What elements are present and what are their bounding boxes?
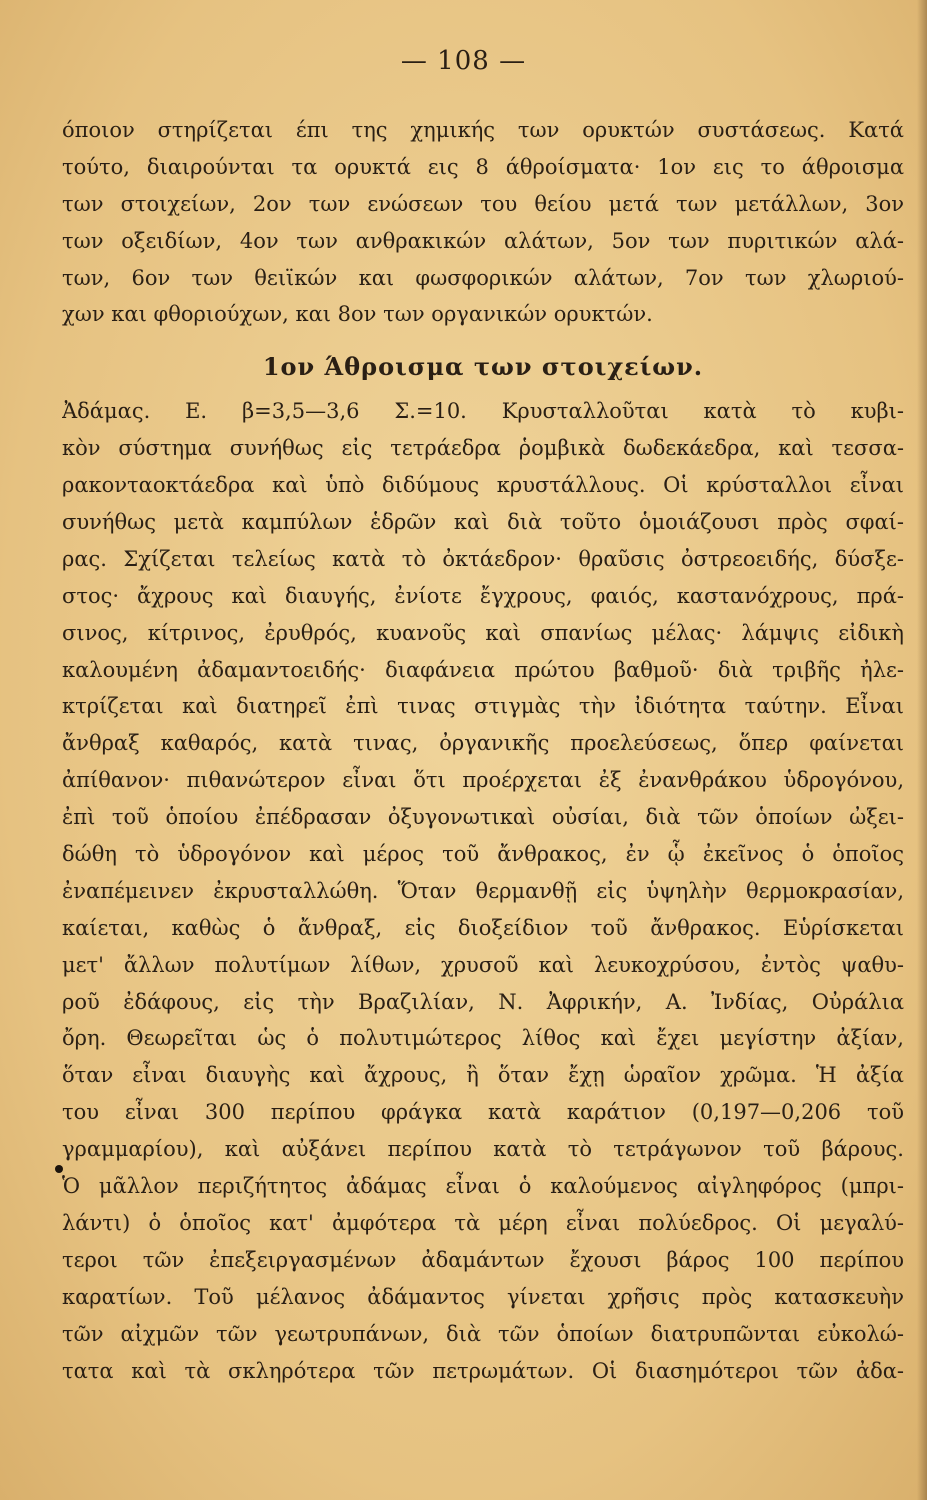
- text-line: ἀπίθανον· πιθανώτερον εἶναι ὅτι προέρχεται ἐξ ἐνανθράκου ὑδρογόνου,: [62, 768, 904, 793]
- text-line: σινος, κίτρινος, ἐρυθρός, κυανοῦς καὶ σπανίως μέλας· λάμψις εἰδικὴ: [62, 620, 904, 645]
- text-line: ἐπὶ τοῦ ὁποίου ἐπέδρασαν ὀξυγονωτικαὶ οὐσίαι, διὰ τῶν ὁποίων ὠξει-: [62, 805, 904, 830]
- text-line: τῶν αἰχμῶν τῶν γεωτρυπάνων, διὰ τῶν ὁποίων διατρυπῶνται εὐκολώ-: [62, 1321, 904, 1346]
- text-line: τούτο, διαιρούνται τα ορυκτά εις 8 άθροίσματα· 1ον εις το άθροισμα: [62, 154, 904, 179]
- text-line: ρακονταοκτάεδρα καὶ ὑπὸ διδύμους κρυστάλλους. Οἱ κρύσταλλοι εἶναι: [62, 473, 904, 498]
- text-line: κὸν σύστημα συνήθως εἰς τετράεδρα ῥομβικὰ δωδεκάεδρα, καὶ τεσσα-: [62, 436, 904, 461]
- text-line: τεροι τῶν ἐπεξειργασμένων ἀδαμάντων ἔχουσι βάρος 100 περίπου: [62, 1247, 904, 1272]
- text-line: του εἶναι 300 περίπου φράγκα κατὰ καράτιον (0,197—0,206 τοῦ: [62, 1100, 904, 1125]
- section-heading: 1ον Άθροισμα των στοιχείων.: [262, 352, 704, 382]
- text-line: λάντι) ὁ ὁποῖος κατ' ἀμφότερα τὰ μέρη εἶναι πολύεδρος. Οἱ μεγαλύ-: [62, 1210, 904, 1235]
- text-line: Ἀδάμας. Ε. β=3,5—3,6 Σ.=10. Κρυσταλλοῦται κατὰ τὸ κυβι-: [62, 399, 904, 424]
- paragraph-2: [62, 393, 904, 1389]
- page-body: [62, 112, 904, 1389]
- text-line: όποιον στηρίζεται έπι της χημικής των ορυκτών συστάσεως. Κατά: [62, 118, 904, 142]
- paragraph-1: [62, 112, 904, 333]
- text-line: ὅταν εἶναι διαυγὴς καὶ ἄχρους, ἢ ὅταν ἔχῃ ὡραῖον χρῶμα. Ἡ ἀξία: [62, 1063, 904, 1088]
- text-line: ἐναπέμεινεν ἐκρυσταλλώθη. Ὅταν θερμανθῇ εἰς ὑψηλὴν θερμοκρασίαν,: [62, 878, 904, 903]
- text-line: ροῦ ἐδάφους, εἰς τὴν Βραζιλίαν, Ν. Ἀφρικήν, Α. Ἰνδίας, Οὐράλια: [62, 989, 904, 1014]
- text-line: Ὁ μᾶλλον περιζήτητος ἀδάμας εἶναι ὁ καλούμενος αἰγληφόρος (μπρι-: [62, 1174, 904, 1199]
- text-line: συνήθως μετὰ καμπύλων ἑδρῶν καὶ διὰ τοῦτο ὁμοιάζουσι πρὸς σφαί-: [62, 510, 904, 535]
- text-line: τατα καὶ τὰ σκληρότερα τῶν πετρωμάτων. Οἱ διασημότεροι τῶν ἀδα-: [62, 1358, 904, 1383]
- text-line: μετ' ἄλλων πολυτίμων λίθων, χρυσοῦ καὶ λευκοχρύσου, ἐντὸς ψαθυ-: [62, 952, 904, 977]
- page-edge-shadow: [917, 0, 927, 1500]
- text-line: χων και φθοριούχων, και 8ον των οργανικών ορυκτών.: [62, 302, 653, 327]
- text-line: των στοιχείων, 2ον των ενώσεων του θείου μετά των μετάλλων, 3ον: [62, 191, 904, 216]
- text-line: δώθη τὸ ὑδρογόνον καὶ μέρος τοῦ ἄνθρακος, ἐν ᾧ ἐκεῖνος ὁ ὁποῖος: [62, 842, 904, 867]
- text-line: καλουμένη ἀδαμαντοειδής· διαφάνεια πρώτου βαθμοῦ· διὰ τριβῆς ἠλε-: [62, 657, 904, 682]
- text-line: ἄνθραξ καθαρός, κατὰ τινας, ὀργανικῆς προελεύσεως, ὅπερ φαίνεται: [62, 731, 904, 756]
- text-line: ὄρη. Θεωρεῖται ὡς ὁ πολυτιμώτερος λίθος καὶ ἔχει μεγίστην ἀξίαν,: [62, 1026, 904, 1051]
- page-number: — 108 —: [400, 46, 527, 76]
- text-line: καρατίων. Τοῦ μέλανος ἀδάμαντος γίνεται χρῆσις πρὸς κατασκευὴν: [62, 1284, 904, 1309]
- text-line: των οξειδίων, 4ον των ανθρακικών αλάτων, 5ον των πυριτικών αλά-: [62, 228, 904, 253]
- text-line: στος· ἄχρους καὶ διαυγής, ἐνίοτε ἔγχρους, φαιός, καστανόχρους, πρά-: [62, 583, 904, 608]
- text-line: κτρίζεται καὶ διατηρεῖ ἐπὶ τινας στιγμὰς τὴν ἰδιότητα ταύτην. Εἶναι: [62, 694, 904, 719]
- ink-dot: [55, 1165, 63, 1173]
- text-line: των, 6ον των θειϊκών και φωσφορικών αλάτων, 7ον των χλωριού-: [62, 265, 904, 290]
- text-line: ρας. Σχίζεται τελείως κατὰ τὸ ὀκτάεδρον· θραῦσις ὀστρεοειδής, δύσξε-: [62, 546, 904, 571]
- text-line: καίεται, καθὼς ὁ ἄνθραξ, εἰς διοξείδιον τοῦ ἄνθρακος. Εὑρίσκεται: [62, 915, 904, 940]
- text-line: γραμμαρίου), καὶ αὐξάνει περίπου κατὰ τὸ τετράγωνον τοῦ βάρους.: [62, 1137, 904, 1162]
